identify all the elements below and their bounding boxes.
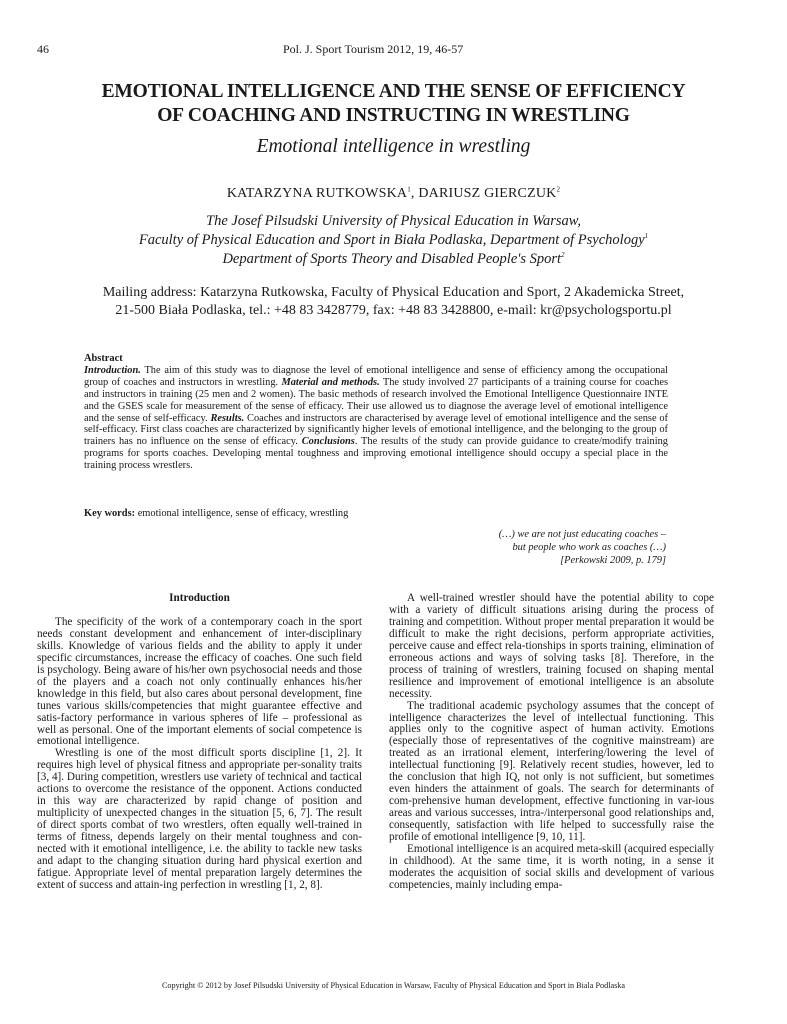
epigraph-quote [420,528,666,567]
affiliation-line-1: The Josef Pilsudski University of Physical Education in Warsaw, [206,213,581,229]
affiliation-line-2-text: Faculty of Physical Education and Sport in Biała Podlaska, Department of Psychology [138,232,645,248]
paragraph: The traditional academic psychology assumes that the concept of intelligence characterizes the level of intellectual functioning. This applies only to the cognitive aspect of human activity. Emotions (especially those of representatives of the cognitive mainstream) are treated as an irrational element, interfering/lowering the level of intellectual functioning [9]. Relatively recent studies, however, led to the conclusion that high IQ, not only is not sufficient, but sometimes even hinders the attainment of goals. The search for determinants of com-prehensive human development, effective functioning in var-ious areas and various successes, intra-/interpersonal good relationships and, consequently, satisfaction with life helped to successfully raise the profile of emotional intelligence [9, 10, 11]. [389,699,714,844]
copyright-footer: Copyright © 2012 by Josef Pilsudski University of Physical Education in Warsaw, Faculty of Physical Education and Sport in Biala Podlaska [161,981,626,990]
author-2-affil: 2 [556,185,561,194]
abstract-heading: Abstract [84,353,123,364]
left-column [37,593,362,892]
quote-citation: [Perkowski 2009, p. 179] [560,555,666,566]
abstract-results-label: Results. [210,412,245,424]
keywords [84,508,684,519]
authors [0,186,787,202]
abstract-methods-label: Material and methods. [281,376,380,388]
abstract-methods-text: The study involved 27 participants of a training course for coaches and instructors in training (25 men and 2 women). The basic methods of research involved the Emotional Intelligence Questionnaire INTE and the GSES scale for measurement of the sense of efficacy. Their use allowed us to diagnose the average level of emotional intelligence and the sense of self-efficacy. [84,376,669,424]
abstract-conclusions-label: Conclusions [301,436,355,448]
abstract-intro-label: Introduction. [84,364,141,376]
quote-line-2: but people who work as coaches (…) [512,542,666,553]
keywords-text: emotional intelligence, sense of efficacy, wrestling [135,508,349,519]
abstract-results-text: Coaches and instructors are characterised by average level of emotional intelligence and the sense of self-efficacy. First class coaches are characterized by significantly higher levels of emotional intelligence, and the belonging to the group of trainers has no influence on the sense of efficacy. [84,412,669,448]
affiliation-line-2-sup: 1 [644,232,649,241]
author-1: KATARZYNA RUTKOWSKA [226,186,408,201]
paragraph: Emotional intelligence is an acquired meta-skill (acquired especially in childhood). At the same time, it is worth noting, in a sense it moderates the acquisition of social skills and development of various competencies, mainly including empa- [389,843,714,891]
mailing-line-2: 21-500 Biała Podlaska, tel.: +48 83 3428779, fax: +48 83 3428800, e-mail: kr@psychologsportu.pl [115,303,672,318]
affiliation-line-3-sup: 2 [561,251,565,260]
affiliations [0,212,787,269]
author-separator: , [410,186,419,201]
article-subtitle: Emotional intelligence in wrestling [256,136,531,157]
affiliation-line-2 [0,231,787,250]
abstract-conclusions-text: . The results of the study can provide guidance to create/modify training programs for sports coaches. Developing mental toughness and improving emotional intelligence should occupy a special place in the training process wrestlers. [84,436,668,472]
page-number: 46 [37,42,49,56]
quote-line-1: (…) we are not just educating coaches – [498,529,666,540]
paragraph: A well-trained wrestler should have the potential ability to cope with a variety of difficult situations arising during the process of training and competition. Without proper mental preparation it would be difficult to make the right decisions, perform appropriate activities, perceive cause and effect rela-tionships in sports training, elimination of erroneous actions and ways of solving tasks [8]. Therefore, in the process of training of wrestlers, training focused on shaping mental resilience and improvement of emotional intelligence is an absolute necessity. [389,592,714,700]
affiliation-line-3-text: Department of Sports Theory and Disabled People's Sport [222,251,562,267]
paragraph: Wrestling is one of the most difficult sports discipline [1, 2]. It requires high level of physical fitness and appropriate per-sonality traits [3, 4]. During competition, wrestlers use variety of technical and tactical actions to overcome the resistance of the opponent. Actions conducted in this way are characterized by rapid change of position and multiplicity of unexpected changes in the situation [5, 6, 7]. The result of direct sports combat of two wrestlers, often equally well-trained in terms of fitness, depends largely on their mental toughness and con-nected with it emotional intelligence, i.e. the ability to tackle new tasks and adapt to the changing situation during hard physical exertion and fatigue. Appropriate level of mental preparation largely determines the extent of success and attain-ing perfection in wrestling [1, 2, 8]. [37,747,362,891]
mailing-address [0,284,787,320]
abstract-body [84,365,668,472]
author-1-affil: 1 [407,185,411,194]
journal-citation: Pol. J. Sport Tourism 2012, 19, 46-57 [283,42,464,56]
title-line-1: EMOTIONAL INTELLIGENCE AND THE SENSE OF EFFICIENCY [101,81,686,102]
abstract [84,353,668,472]
title-line-2: OF COACHING AND INSTRUCTING IN WRESTLING [157,105,630,126]
abstract-intro-text: The aim of this study was to diagnose the level of emotional intelligence and sense of efficiency among the occupational group of coaches and instructors in wrestling. [84,364,668,388]
author-2: DARIUSZ GIERCZUK [418,186,557,201]
section-heading-introduction: Introduction [169,592,230,604]
keywords-label: Key words: [84,508,136,519]
affiliation-line-3 [0,250,787,269]
mailing-line-1: Mailing address: Katarzyna Rutkowska, Faculty of Physical Education and Sport, 2 Akademicka Street, [102,285,685,300]
right-column [389,593,714,892]
paragraph: The specificity of the work of a contemporary coach in the sport needs constant development and enhancement of inter-disciplinary skills. Knowledge of various fields and the ability to apply it under specific circumstances, increase the efficacy of coaches. One such field is psychology. Being aware of his/her own psychosocial needs and those of the players and a coach not only continually enhances his/her knowledge in this field, but also cares about personal development, fine tunes various skills/competencies that might guarantee effective and satis-factory performance in various spheres of life – professional as well as personal. One of the important elements of social competence is emotional intelligence. [37,615,362,748]
article-title [0,80,787,128]
